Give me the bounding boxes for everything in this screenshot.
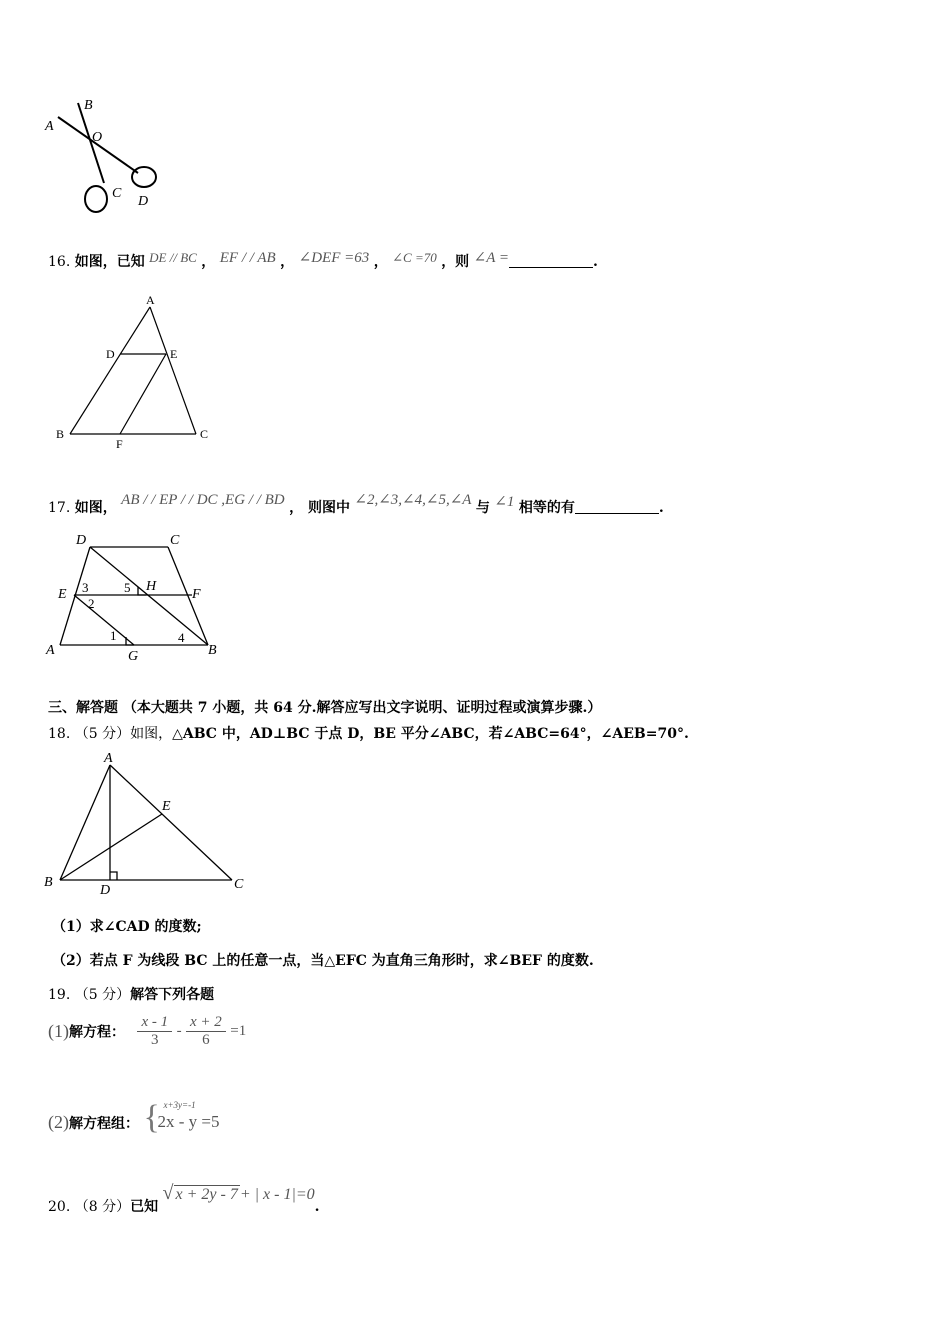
q16-label-e: E <box>170 347 178 361</box>
q17-angle-2: 2 <box>88 596 95 611</box>
q16-number: 16. <box>48 254 71 270</box>
q18-part-1: （1）求∠CAD 的度数; <box>52 919 202 935</box>
q17-angle-4: 4 <box>178 630 185 645</box>
q19-den1: 3 <box>151 1032 159 1048</box>
q16-end: . <box>592 254 598 270</box>
question-18 <box>48 723 689 743</box>
q17-sep: ， 则图中 <box>289 500 350 516</box>
q19-score: （5 分） <box>74 987 131 1003</box>
sqrt-icon: √ <box>162 1182 174 1204</box>
q18-number: 18. <box>48 726 71 742</box>
q17-end: . <box>658 500 664 516</box>
scissor-handle-c <box>85 186 107 212</box>
q17-number: 17. <box>48 500 71 516</box>
section-3-title: 三、解答题 <box>48 700 118 716</box>
q20-score: （8 分） <box>74 1199 131 1215</box>
q19-num1: x - 1 <box>137 1014 172 1032</box>
question-16 <box>48 248 598 271</box>
q17-with: 与 <box>475 500 490 516</box>
q17-label-e: E <box>58 587 67 602</box>
q16-label-b: B <box>56 427 65 441</box>
q17-angle-3: 3 <box>82 580 89 595</box>
q16-sep4: ，则 <box>441 254 470 270</box>
q16-label-d: D <box>106 347 115 361</box>
q19-den2: 6 <box>202 1032 210 1048</box>
scissor-label-a: A <box>45 119 54 134</box>
q19-part-1 <box>48 1014 246 1049</box>
q16-figure <box>50 292 220 452</box>
q19-p1-index: (1) <box>48 1021 69 1041</box>
q17-label-a: A <box>46 643 55 658</box>
q20-lead: 已知 <box>130 1199 159 1215</box>
q16-cond3: ∠DEF =63 <box>298 250 370 266</box>
q19-text: 解答下列各题 <box>130 987 215 1003</box>
q16-cond4: ∠C =70 <box>392 250 437 265</box>
q18-label-a: A <box>104 751 113 766</box>
q17-angle-5: 5 <box>124 580 131 595</box>
q19-num2: x + 2 <box>186 1014 226 1032</box>
scissor-label-d: D <box>138 194 149 209</box>
q18-label-b: B <box>44 875 53 890</box>
q20-number: 20. <box>48 1199 71 1215</box>
q19-fraction-2 <box>186 1014 226 1049</box>
q16-cond2: EF / / AB <box>219 250 276 266</box>
q17-label-f: F <box>192 587 201 602</box>
left-brace-icon: { <box>143 1099 160 1136</box>
q17-angle-1: 1 <box>110 628 117 643</box>
q16-sep3: ， <box>373 254 388 270</box>
q16-label-c: C <box>200 427 209 441</box>
q16-label-a: A <box>146 293 155 307</box>
q17-label-h: H <box>146 579 157 594</box>
q16-lead: 如图，已知 <box>74 254 145 270</box>
scissor-label-b: B <box>84 98 93 113</box>
section-3-heading <box>48 697 601 717</box>
scissor-label-c: C <box>112 186 122 201</box>
q17-label-g: G <box>128 649 139 664</box>
q17-ref-angle: ∠1 <box>494 494 515 510</box>
question-17 <box>48 490 664 517</box>
q19-p1-label: 解方程： <box>69 1024 125 1041</box>
q20-radicand: x + 2y - 7 <box>175 1186 238 1203</box>
q17-label-d: D <box>76 533 87 548</box>
q17-lead: 如图， <box>74 500 117 516</box>
q18-score: （5 分）如图， <box>74 726 173 742</box>
q19-rhs: =1 <box>230 1023 247 1039</box>
q16-ask: ∠A = <box>473 250 509 266</box>
question-20 <box>48 1182 320 1215</box>
q20-rest: + | x - 1|=0 <box>239 1186 315 1203</box>
q19-fraction-1 <box>137 1014 172 1049</box>
q16-sep1: ， <box>201 254 216 270</box>
q17-tail: 相等的有 <box>518 500 575 516</box>
q19-p2-index: (2) <box>48 1112 69 1132</box>
q17-condition: AB / / EP / / DC ,EG / / BD <box>121 492 285 508</box>
q20-end: . <box>314 1199 320 1215</box>
scissor-handle-d <box>132 167 156 187</box>
scissors-figure <box>40 95 170 220</box>
q19-equation-system <box>143 1098 253 1144</box>
q18-figure <box>40 748 260 898</box>
q16-cond1: DE // BC <box>149 250 197 265</box>
section-3-note: （本大题共 7 小题，共 64 分.解答应写出文字说明、证明过程或演算步骤.） <box>122 700 602 716</box>
q17-angles: ∠2,∠3,∠4,∠5,∠A <box>354 492 472 508</box>
scissor-label-o: O <box>92 130 103 145</box>
q18-text: △ABC 中，AD⊥BC 于点 D，BE 平分∠ABC，若∠ABC=64°，∠AEB=70°. <box>172 726 689 742</box>
q18-label-e: E <box>162 799 171 814</box>
question-19 <box>48 984 214 1004</box>
q19-number: 19. <box>48 987 71 1003</box>
q18-label-d: D <box>100 883 111 898</box>
q17-answer-blank <box>575 499 659 514</box>
q19-part-2 <box>48 1098 253 1144</box>
q16-sep2: ， <box>280 254 295 270</box>
q19-p2-label: 解方程组： <box>69 1116 139 1132</box>
q16-answer-blank <box>509 253 593 268</box>
q19-minus: - <box>176 1023 182 1039</box>
q19-eq1: x+3y=-1 <box>163 1100 196 1110</box>
q19-eq2: 2x - y =5 <box>157 1112 220 1131</box>
q18-label-c: C <box>234 877 244 892</box>
q17-label-b: B <box>208 643 217 658</box>
q17-label-c: C <box>170 533 180 548</box>
q17-figure <box>42 530 232 665</box>
q16-label-f: F <box>116 437 123 451</box>
q18-part-2: （2）若点 F 为线段 BC 上的任意一点，当△EFC 为直角三角形时，求∠BEF 的度数. <box>52 953 594 969</box>
